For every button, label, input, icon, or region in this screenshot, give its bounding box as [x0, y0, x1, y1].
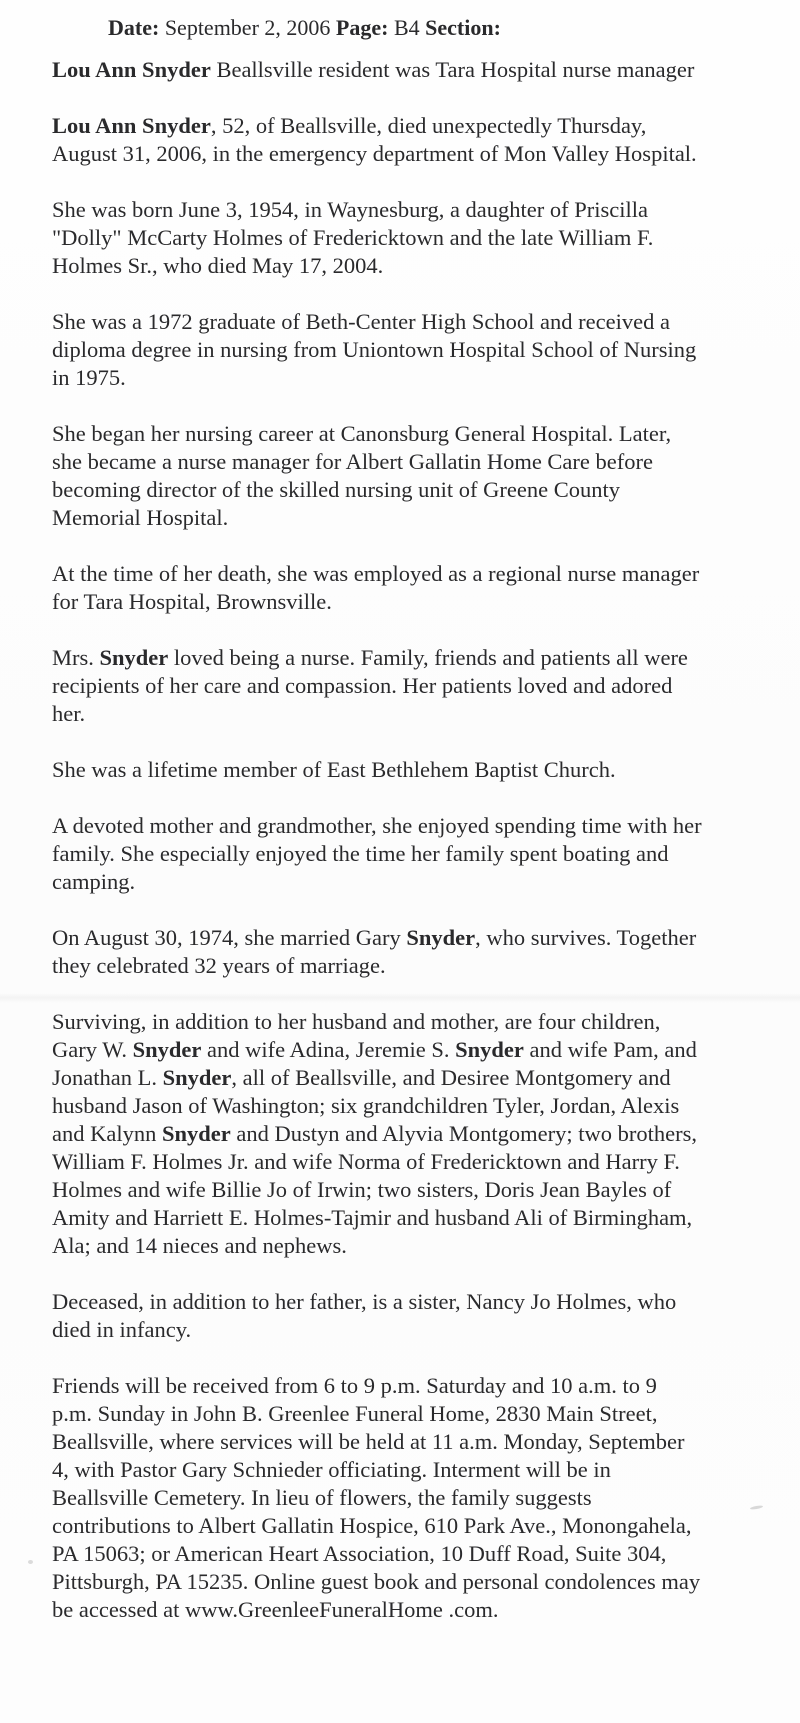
- paragraph: [52, 420, 702, 532]
- bold-text-segment: Lou Ann Snyder: [52, 57, 211, 82]
- text-segment: B4: [388, 15, 426, 40]
- text-segment: On August 30, 1974, she married Gary: [52, 925, 407, 950]
- text-segment: At the time of her death, she was employed as a regional nurse manager for Tara Hospital, Brownsville.: [52, 561, 700, 614]
- text-segment: She was a 1972 graduate of Beth-Center High School and received a diploma degree in nursing from Uniontown Hospital School of Nursing in 1975.: [52, 309, 697, 390]
- text-segment: Mrs.: [52, 645, 100, 670]
- text-segment: September 2, 2006: [159, 15, 336, 40]
- obituary-body: [52, 56, 702, 1652]
- text-segment: , 52, of Beallsville, died unexpectedly Thursday, August 31, 2006, in the emergency department of Mon Valley Hospital.: [52, 113, 697, 166]
- paragraph: [52, 1288, 702, 1344]
- bold-text-segment: Page:: [335, 15, 389, 40]
- paragraph: [52, 560, 702, 616]
- bold-text-segment: Snyder: [406, 925, 476, 950]
- bold-text-segment: Date:: [108, 15, 160, 40]
- bold-text-segment: Snyder: [132, 1037, 202, 1062]
- text-segment: , all of Beallsville, and Desiree Montgomery and husband Jason of Washington; six grandchildren Tyler, Jordan, Alexis and Kalynn: [52, 1065, 680, 1146]
- bold-text-segment: Snyder: [99, 645, 169, 670]
- paragraph: [52, 56, 702, 84]
- paragraph: [52, 924, 702, 980]
- text-segment: She began her nursing career at Canonsburg General Hospital. Later, she became a nurse manager for Albert Gallatin Home Care before becoming director of the skilled nursing unit of Greene County Memorial Hospital.: [52, 421, 672, 530]
- text-segment: Surviving, in addition to her husband and mother, are four children, Gary W.: [52, 1009, 661, 1062]
- document-header: [108, 14, 501, 42]
- text-segment: and wife Pam, and Jonathan L.: [52, 1037, 697, 1090]
- paragraph: [52, 196, 702, 280]
- text-segment: and wife Adina, Jeremie S.: [201, 1037, 456, 1062]
- scan-speck: [750, 1505, 763, 1510]
- text-segment: Friends will be received from 6 to 9 p.m. Saturday and 10 a.m. to 9 p.m. Sunday in John B. Greenlee Funeral Home, 2830 Main Street, Beallsville, where services will be held at 11 a.m. Monday, September 4, with Pastor Gary Schnieder officiating. Interment will be in Beallsville Cemetery. In lieu of flowers, the family suggests contributions to Albert Gallatin Hospice, 610 Park Ave., Monongahela, PA 15063; or American Heart Association, 10 Duff Road, Suite 304, Pittsburgh, PA 15235. Online guest book and personal condolences may be accessed at www.GreenleeFuneralHome .com.: [52, 1373, 701, 1622]
- paragraph: [52, 112, 702, 168]
- bold-text-segment: Snyder: [455, 1037, 524, 1062]
- text-segment: and Dustyn and Alyvia Montgomery; two brothers, William F. Holmes Jr. and wife Norma of Fredericktown and Harry F. Holmes and wife Billie Jo of Irwin; two sisters, Doris Jean Bayles of Amity and Harriett E. Holmes-Tajmir and husband Ali of Birmingham, Ala; and 14 nieces and nephews.: [52, 1121, 697, 1258]
- paragraph: [52, 644, 702, 728]
- bold-text-segment: Snyder: [161, 1121, 231, 1146]
- text-segment: loved being a nurse. Family, friends and patients all were recipients of her care and compassion. Her patients loved and adored her.: [52, 645, 688, 726]
- text-segment: Beallsville resident was Tara Hospital nurse manager: [210, 57, 695, 82]
- text-segment: She was born June 3, 1954, in Waynesburg, a daughter of Priscilla "Dolly" McCarty Holmes of Fredericktown and the late William F. Holmes Sr., who died May 17, 2004.: [52, 197, 654, 278]
- text-segment: A devoted mother and grandmother, she enjoyed spending time with her family. She especially enjoyed the time her family spent boating and camping.: [52, 813, 702, 894]
- bold-text-segment: Snyder: [162, 1065, 232, 1090]
- text-segment: She was a lifetime member of East Bethlehem Baptist Church.: [52, 757, 616, 782]
- paragraph: [52, 1008, 702, 1260]
- paragraph: [52, 756, 702, 784]
- bold-text-segment: Section:: [425, 15, 501, 40]
- paragraph: [52, 308, 702, 392]
- scan-speck: [28, 1560, 33, 1564]
- paragraph: [52, 1372, 702, 1624]
- paragraph: [52, 812, 702, 896]
- text-segment: , who survives. Together they celebrated 32 years of marriage.: [52, 925, 697, 978]
- bold-text-segment: Lou Ann Snyder: [52, 113, 211, 138]
- text-segment: Deceased, in addition to her father, is a sister, Nancy Jo Holmes, who died in infancy.: [52, 1289, 677, 1342]
